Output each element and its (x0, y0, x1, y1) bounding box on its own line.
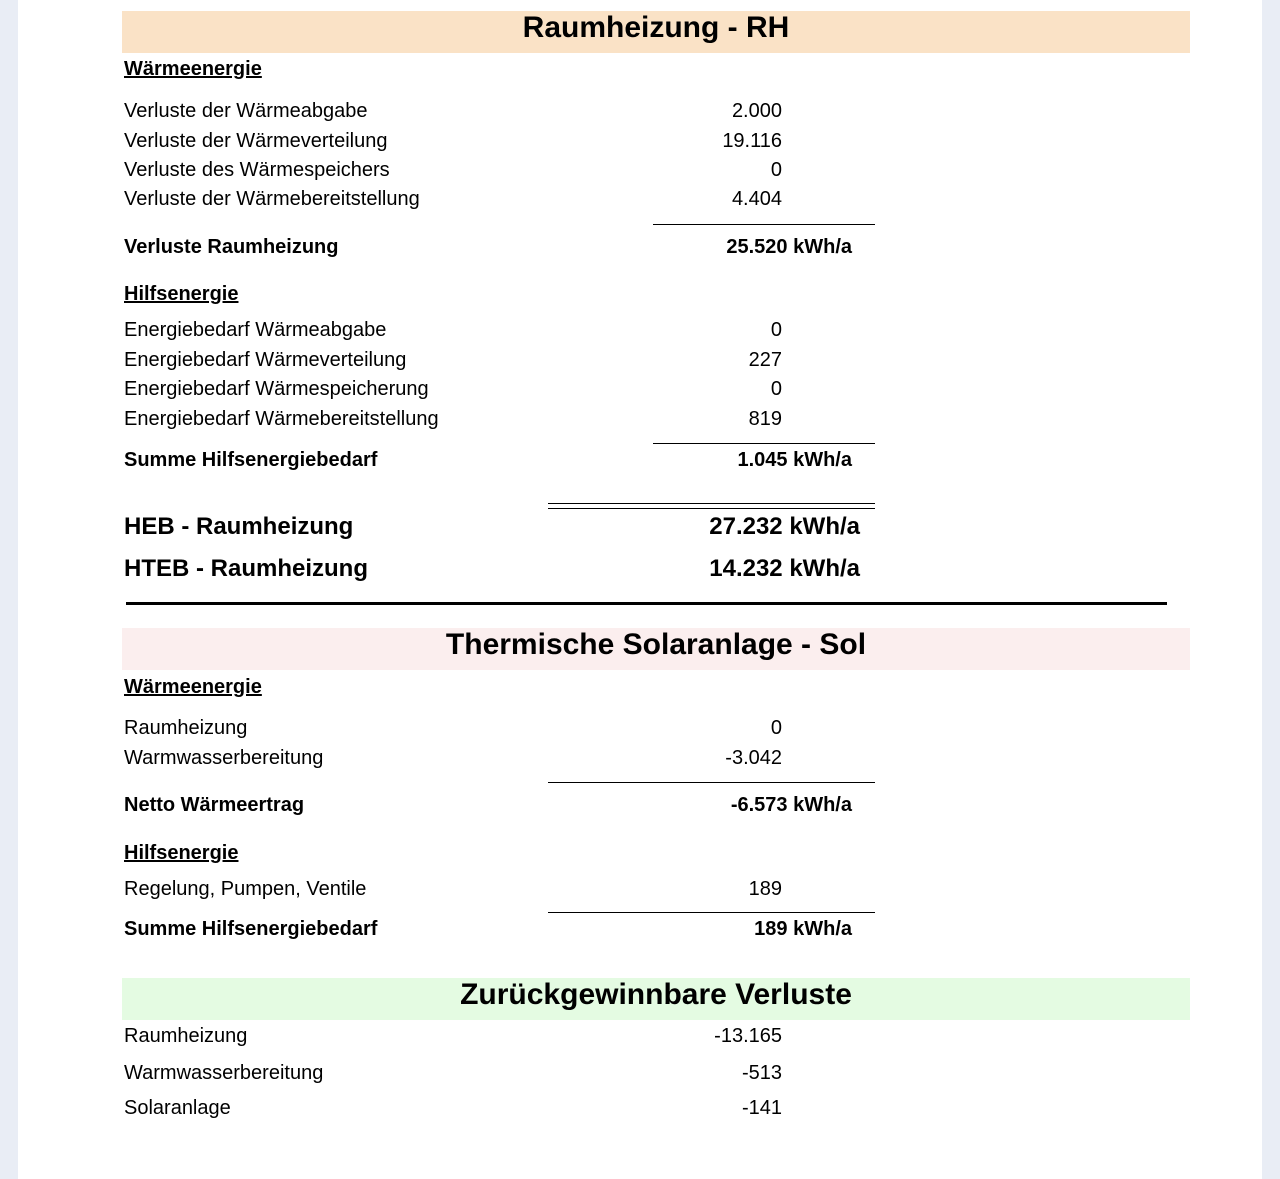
rh-verluste-total-value: 25.520 kWh/a (726, 236, 852, 258)
zv-section-title: Zurückgewinnbare Verluste (460, 978, 852, 1011)
sol-netto-value: -6.573 kWh/a (730, 794, 852, 816)
rh-waerme-sum-rule (653, 224, 875, 225)
rh-hilfs-total-label: Summe Hilfsenergiebedarf (124, 449, 378, 471)
rh-hilfs-label-3: Energiebedarf Wärmespeicherung (124, 378, 429, 400)
rh-waerme-value-1: 2.000 (731, 100, 782, 122)
rh-hilfs-label-1: Energiebedarf Wärmeabgabe (124, 319, 387, 341)
rh-waerme-heading: Wärmeenergie (124, 58, 262, 80)
rh-section-band (122, 11, 1190, 53)
sol-waerme-heading: Wärmeenergie (124, 676, 262, 698)
sol-waerme-value-2: -3.042 (725, 747, 782, 769)
sol-hilfs-label-1: Regelung, Pumpen, Ventile (124, 878, 367, 900)
rh-hteb-label: HTEB - Raumheizung (124, 555, 368, 582)
section-divider (126, 602, 1167, 605)
zv-label-2: Warmwasserbereitung (124, 1062, 324, 1084)
rh-hilfs-label-4: Energiebedarf Wärmebereitstellung (124, 408, 439, 430)
rh-total-double-rule-top (548, 503, 875, 504)
report-page (18, 0, 1262, 1179)
rh-waerme-label-4: Verluste der Wärmebereitstellung (124, 188, 420, 210)
zv-label-1: Raumheizung (124, 1025, 248, 1047)
sol-netto-label: Netto Wärmeertrag (124, 794, 305, 816)
sol-hilfs-heading: Hilfsenergie (124, 842, 239, 864)
rh-hilfs-sum-rule (653, 443, 875, 444)
rh-waerme-value-2: 19.116 (722, 130, 782, 152)
zv-value-3: -141 (741, 1097, 782, 1119)
rh-hilfs-value-1: 0 (770, 319, 782, 341)
rh-hilfs-total-value: 1.045 kWh/a (737, 449, 852, 471)
sol-hilfs-sum-rule (548, 912, 875, 913)
sol-waerme-sum-rule (548, 782, 875, 783)
rh-hteb-value: 14.232 kWh/a (709, 555, 860, 582)
rh-hilfs-value-2: 227 (748, 349, 782, 371)
zv-value-2: -513 (741, 1062, 782, 1084)
sol-waerme-value-1: 0 (770, 717, 782, 739)
sol-waerme-label-1: Raumheizung (124, 717, 248, 739)
zv-value-1: -13.165 (714, 1025, 782, 1047)
rh-total-double-rule-bottom (548, 508, 875, 509)
rh-verluste-total-label: Verluste Raumheizung (124, 236, 339, 258)
rh-section-title: Raumheizung - RH (522, 11, 790, 44)
rh-hilfs-heading: Hilfsenergie (124, 283, 239, 305)
rh-hilfs-value-3: 0 (770, 378, 782, 400)
rh-waerme-label-3: Verluste des Wärmespeichers (124, 159, 390, 181)
sol-section-band (122, 628, 1190, 670)
rh-hilfs-label-2: Energiebedarf Wärmeverteilung (124, 349, 407, 371)
sol-waerme-label-2: Warmwasserbereitung (124, 747, 324, 769)
rh-waerme-value-3: 0 (770, 159, 782, 181)
sol-hilfs-total-value: 189 kWh/a (754, 918, 852, 940)
sol-hilfs-total-label: Summe Hilfsenergiebedarf (124, 918, 378, 940)
sol-hilfs-value-1: 189 (748, 878, 782, 900)
rh-waerme-label-1: Verluste der Wärmeabgabe (124, 100, 368, 122)
rh-waerme-label-2: Verluste der Wärmeverteilung (124, 130, 388, 152)
rh-heb-label: HEB - Raumheizung (124, 513, 354, 540)
sol-section-title: Thermische Solaranlage - Sol (445, 628, 867, 661)
rh-heb-value: 27.232 kWh/a (709, 513, 860, 540)
zv-label-3: Solaranlage (124, 1097, 231, 1119)
rh-waerme-value-4: 4.404 (731, 188, 782, 210)
rh-hilfs-value-4: 819 (748, 408, 782, 430)
zv-section-band (122, 978, 1190, 1020)
